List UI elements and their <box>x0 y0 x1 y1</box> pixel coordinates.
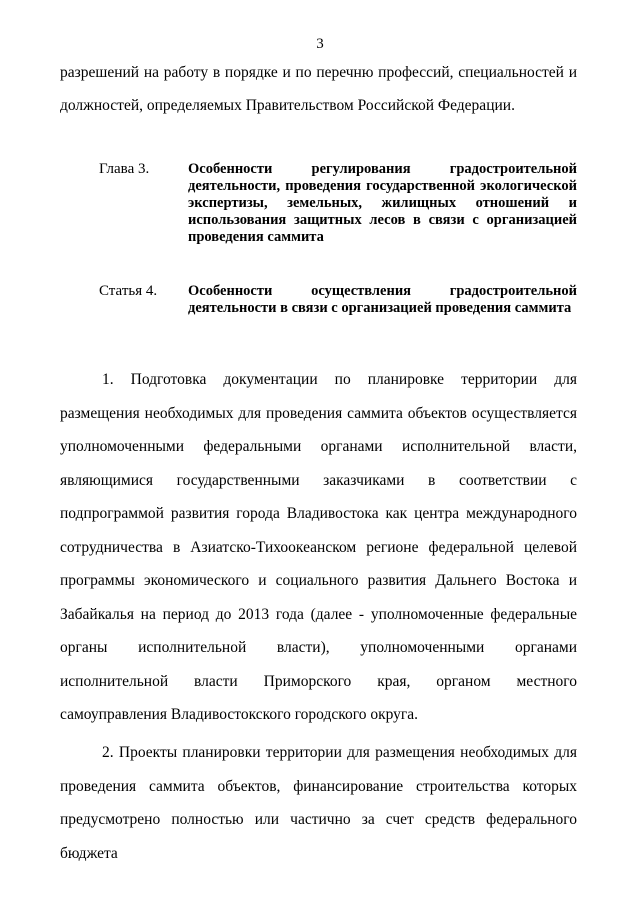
chapter-title: Особенности регулирования градостроительной деятельности, проведения государственной экологической экспертизы, земельных, жилищных отношений и использования защитных лесов в связи с организацией проведения саммита <box>188 161 577 245</box>
article-label: Статья 4. <box>99 283 158 299</box>
chapter-label: Глава 3. <box>99 161 150 177</box>
paragraph-1: 1. Подготовка документации по планировке территории для размещения необходимых для проведения саммита объектов осуществляется уполномоченными федеральными органами исполнительной власти, являющимися государственными заказчиками в соответствии с подпрограммой развития города Владивостока как центра международного сотрудничества в Азиатско-Тихоокеанском регионе федеральной целевой программы экономического и социального развития Дальнего Востока и Забайкалья на период до 2013 года (далее - уполномоченные федеральные органы исполнительной власти), уполномоченными органами исполнительной власти Приморского края, органом местного самоуправления Владивостокского городского округа. <box>60 371 577 723</box>
article-title: Особенности осуществления градостроительной деятельности в связи с организацией проведения саммита <box>188 283 577 316</box>
paragraph-2: 2. Проекты планировки территории для размещения необходимых для проведения саммита объектов, финансирование строительства которых предусмотрено полностью или частично за счет средств федерального бюджета <box>60 744 577 862</box>
page-number: 3 <box>316 36 324 52</box>
continuation-paragraph: разрешений на работу в порядке и по перечню профессий, специальностей и должностей, определяемых Правительством Российской Федерации. <box>60 64 577 114</box>
